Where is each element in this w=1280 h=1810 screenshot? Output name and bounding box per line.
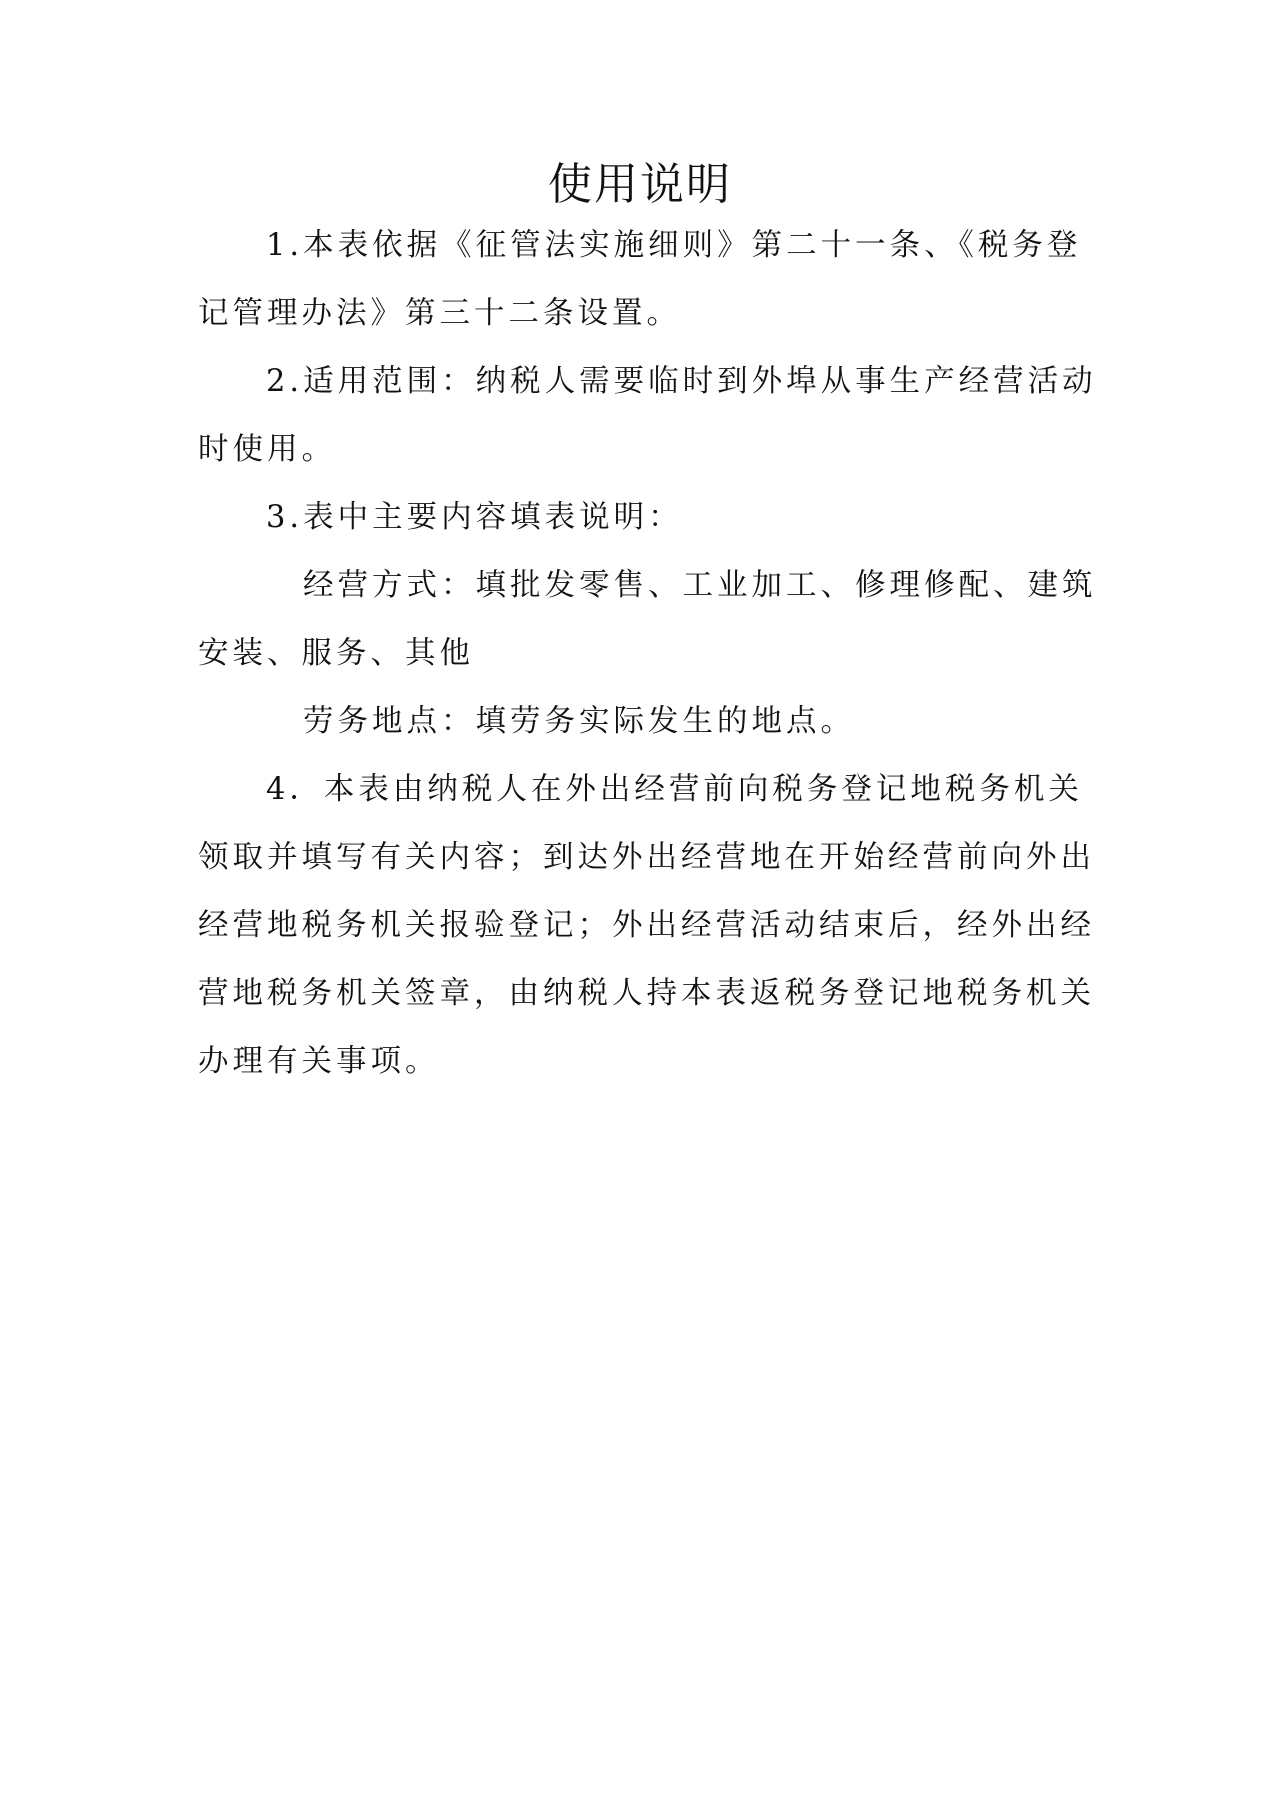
paragraph-scope: 2.适用范围：纳税人需要临时到外埠从事生产经营活动时使用。	[198, 364, 1097, 467]
paragraph-basis: 1.本表依据《征管法实施细则》第二十一条、《税务登记管理办法》第三十二条设置。	[198, 228, 1082, 331]
paragraph-service-location: 劳务地点：填劳务实际发生的地点。	[303, 704, 855, 739]
document-body	[198, 212, 1098, 1096]
paragraph-procedure: 4．本表由纳税人在外出经营前向税务登记地税务机关领取并填写有关内容；到达外出经营地在开始经营前向外出经营地税务机关报验登记；外出经营活动结束后，经外出经营地税务机关签章，由纳税人持本表返税务登记地税务机关办理有关事项。	[198, 772, 1095, 1079]
document-title: 使用说明	[548, 159, 732, 210]
paragraph-filling-instructions: 3.表中主要内容填表说明：	[266, 500, 683, 535]
paragraph-business-mode: 经营方式：填批发零售、工业加工、修理修配、建筑安装、服务、其他	[198, 568, 1097, 671]
